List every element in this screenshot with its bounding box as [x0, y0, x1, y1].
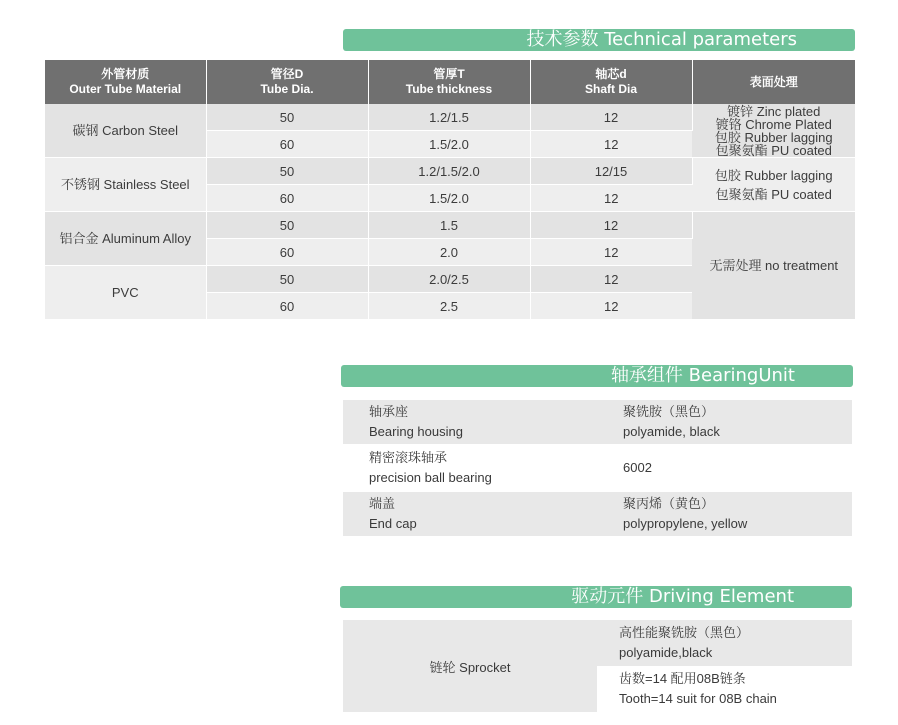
shaft-cell: 12/15	[530, 158, 692, 185]
table-row	[45, 212, 855, 239]
thickness-cell: 2.5	[368, 293, 530, 320]
tube-dia-cell: 50	[206, 158, 368, 185]
shaft-cell: 12	[530, 239, 692, 266]
tube-dia-cell: 50	[206, 266, 368, 293]
table-row	[45, 104, 855, 131]
table-row	[45, 158, 855, 185]
material-cell: 铝合金 Aluminum Alloy	[45, 212, 206, 266]
column-header-material: 外管材质 Outer Tube Material	[45, 60, 206, 104]
table-header-row	[45, 60, 855, 104]
shaft-cell: 12	[530, 104, 692, 131]
tooth-spec-cell: 齿数=14 配用08B链条 Tooth=14 suit for 08B chain	[597, 666, 852, 712]
material-spec-cell: 聚铣胺（黑色） polyamide, black	[623, 404, 720, 439]
shaft-cell: 12	[530, 185, 692, 212]
table-row	[343, 492, 852, 536]
surface-cell: 包胶 Rubber lagging 包聚氨酯 PU coated	[692, 158, 855, 212]
component-cell: 端盖 End cap	[369, 496, 417, 531]
component-cell: 精密滚珠轴承 precision ball bearing	[369, 450, 492, 485]
column-header-tube-thickness: 管厚T Tube thickness	[368, 60, 530, 104]
column-header-surface: 表面处理	[692, 60, 855, 104]
driving-element-title-bar	[340, 586, 852, 608]
section-title: 轴承组件 BearingUnit	[610, 365, 795, 386]
thickness-cell: 1.5/2.0	[368, 131, 530, 158]
tube-dia-cell: 60	[206, 185, 368, 212]
section-title: 技术参数 Technical parameters	[526, 29, 797, 50]
thickness-cell: 1.5	[368, 212, 530, 239]
surface-cell: 镀锌 Zinc plated 镀铬 Chrome Plated 包胶 Rubber lagging 包聚氨酯 PU coated	[692, 104, 855, 158]
table-row	[343, 400, 852, 444]
material-cell: PVC	[45, 266, 206, 320]
shaft-cell: 12	[530, 131, 692, 158]
component-cell: 轴承座 Bearing housing	[369, 404, 463, 439]
column-header-shaft-dia: 轴芯d Shaft Dia	[530, 60, 692, 104]
technical-parameters-table	[45, 60, 855, 320]
bearing-unit-table	[343, 400, 852, 536]
tube-dia-cell: 60	[206, 239, 368, 266]
shaft-cell: 12	[530, 293, 692, 320]
thickness-cell: 1.2/1.5/2.0	[368, 158, 530, 185]
tube-dia-cell: 50	[206, 212, 368, 239]
shaft-cell: 12	[530, 266, 692, 293]
table-row	[343, 444, 852, 492]
bearing-unit-title-bar	[341, 365, 853, 387]
tube-dia-cell: 50	[206, 104, 368, 131]
tube-dia-cell: 60	[206, 293, 368, 320]
driving-element-table	[343, 620, 852, 712]
shaft-cell: 12	[530, 212, 692, 239]
material-spec-cell: 聚丙烯（黄色） polypropylene, yellow	[623, 496, 748, 531]
thickness-cell: 1.2/1.5	[368, 104, 530, 131]
material-cell: 碳钢 Carbon Steel	[45, 104, 206, 158]
material-spec-cell: 6002	[623, 460, 652, 475]
column-header-tube-dia: 管径D Tube Dia.	[206, 60, 368, 104]
material-cell: 不锈钢 Stainless Steel	[45, 158, 206, 212]
material-spec-cell: 高性能聚铣胺（黑色） polyamide,black	[597, 620, 852, 666]
tube-dia-cell: 60	[206, 131, 368, 158]
technical-parameters-title-bar	[343, 29, 855, 51]
section-title: 驱动元件 Driving Element	[571, 586, 794, 607]
thickness-cell: 2.0	[368, 239, 530, 266]
thickness-cell: 1.5/2.0	[368, 185, 530, 212]
surface-cell: 无需处理 no treatment	[692, 212, 855, 320]
component-cell: 链轮 Sprocket	[343, 620, 597, 712]
thickness-cell: 2.0/2.5	[368, 266, 530, 293]
